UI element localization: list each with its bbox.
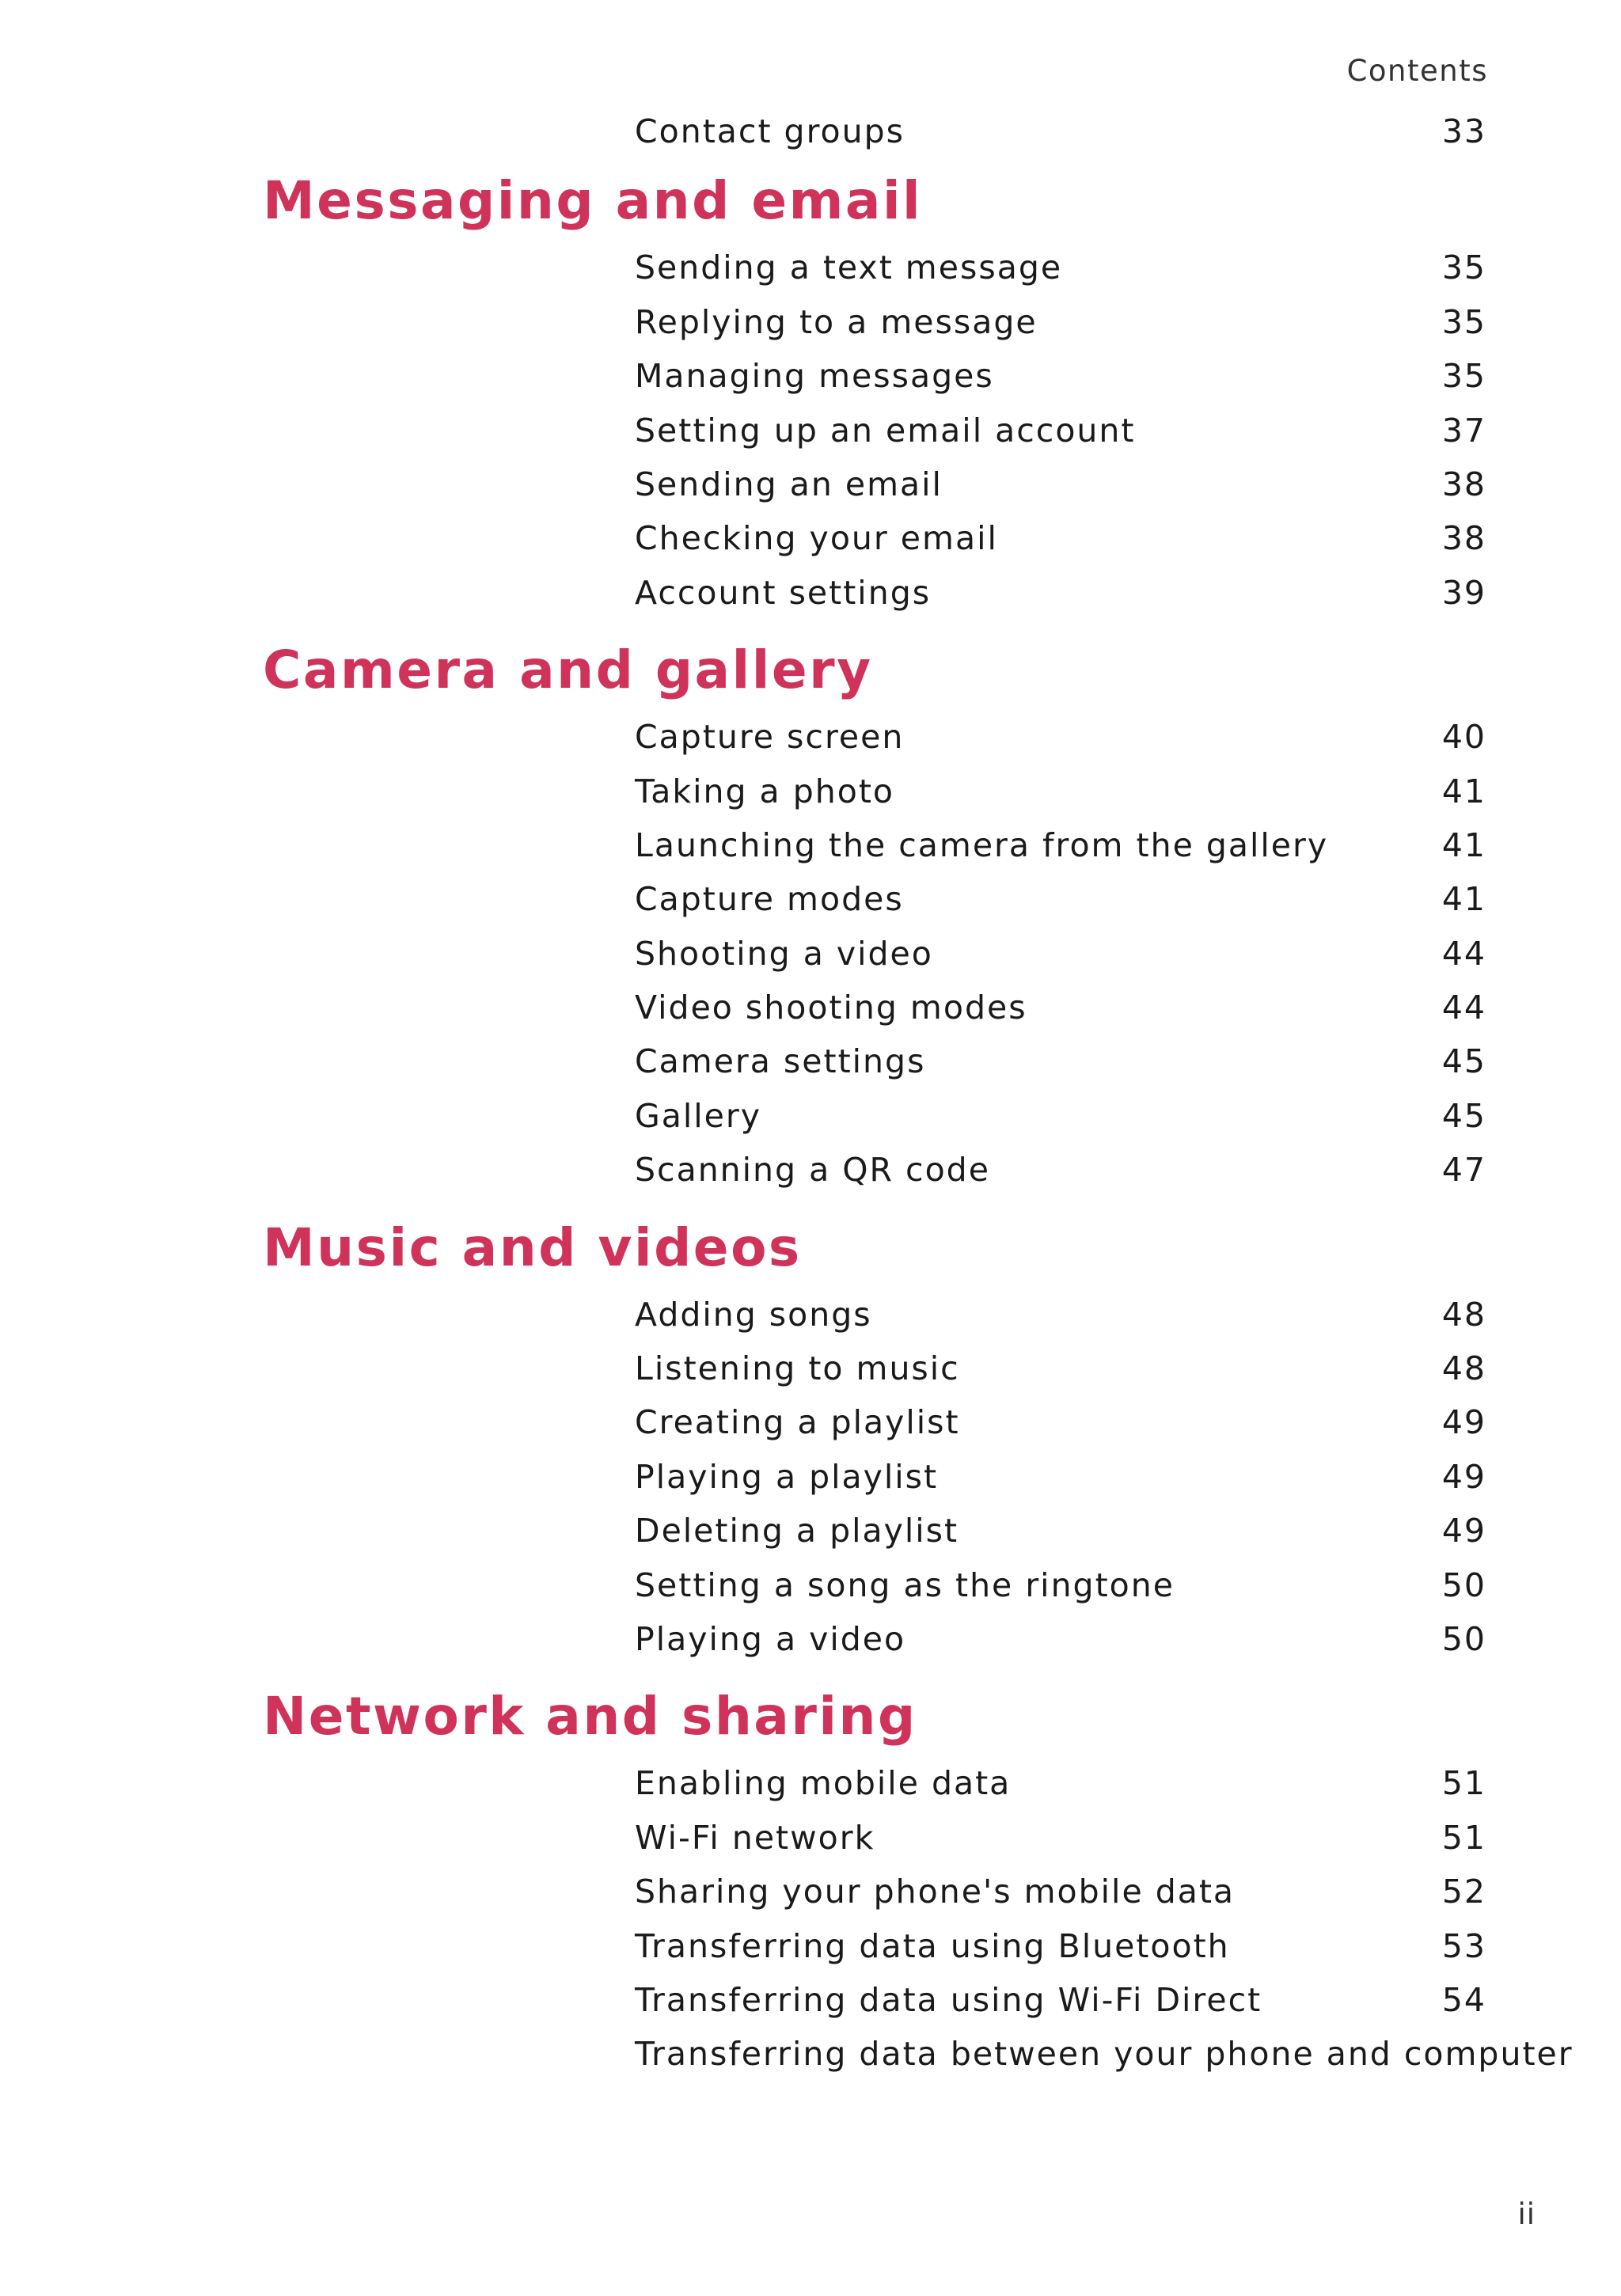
toc-entry[interactable] [0,1398,1621,1452]
toc-section [0,631,1621,1201]
toc-entry-title: Contact groups [635,112,905,150]
toc-entry[interactable] [0,1562,1621,1615]
toc-entry-title: Capture modes [635,880,904,919]
section-heading[interactable]: Messaging and email [263,170,923,232]
section-heading[interactable]: Music and videos [263,1216,802,1278]
toc-entry[interactable] [0,2030,1621,2084]
toc-entry[interactable] [0,569,1621,623]
toc-entry[interactable] [0,984,1621,1038]
toc-entry-page-number: 35 [1441,357,1486,396]
toc-entry[interactable] [0,1507,1621,1561]
toc-entry-page-number: 38 [1441,519,1486,558]
toc-entry[interactable] [0,1092,1621,1146]
toc-entry-page-number: 33 [1441,112,1486,150]
toc-entry-page-number: 41 [1441,880,1486,919]
toc-entry[interactable] [0,1759,1621,1813]
toc-entry-title: Shooting a video [635,934,933,973]
toc-entry-title: Enabling mobile data [635,1764,1012,1803]
toc-entry[interactable] [0,1922,1621,1976]
section-heading[interactable]: Camera and gallery [263,639,873,701]
toc-entry[interactable] [0,1814,1621,1868]
toc-entry-page-number: 50 [1441,1619,1486,1658]
toc-entry-page-number: 44 [1441,989,1486,1027]
toc-entry-title: Account settings [635,573,932,612]
toc-entry-title: Transferring data using Bluetooth [635,1926,1230,1965]
toc-entry-title: Transferring data between your phone and computer [635,2035,1574,2074]
toc-entry[interactable] [0,1976,1621,2030]
toc-entry-title: Playing a video [635,1619,906,1658]
toc-entry-page-number: 49 [1441,1403,1486,1442]
toc-section [0,161,1621,623]
toc-entry-title: Video shooting modes [635,989,1027,1027]
toc-entry[interactable] [0,1345,1621,1398]
toc-entry-title: Capture screen [635,718,905,757]
toc-entry-page-number: 45 [1441,1042,1486,1081]
toc-section [0,1209,1621,1670]
toc-entry-title: Sharing your phone's mobile data [635,1873,1236,1911]
leading-entries [0,108,1621,161]
toc-entry-page-number: 35 [1441,302,1486,341]
toc-entry-page-number: 47 [1441,1151,1486,1190]
toc-entry-title: Wi-Fi network [635,1818,875,1857]
toc-entry[interactable] [0,713,1621,767]
toc-entry[interactable] [0,1146,1621,1200]
toc-entry[interactable] [0,1615,1621,1669]
toc-entry[interactable] [0,930,1621,984]
toc-entry-page-number: 44 [1441,934,1486,973]
toc-entry-title: Camera settings [635,1042,926,1081]
toc-entry-title: Setting a song as the ringtone [635,1565,1175,1604]
toc-entry-title: Replying to a message [635,302,1038,341]
toc-entry-title: Launching the camera from the gallery [635,825,1329,864]
running-header: Contents [1346,54,1488,88]
toc-entry[interactable] [0,822,1621,875]
toc-entry-title: Sending a text message [635,249,1063,287]
toc-entry-title: Checking your email [635,519,998,558]
toc-entry-page-number: 39 [1441,573,1486,612]
toc-section [0,1677,1621,2084]
toc-entry[interactable] [0,875,1621,929]
section-heading[interactable]: Network and sharing [263,1686,917,1748]
toc-entry-title: Transferring data using Wi-Fi Direct [635,1980,1262,2019]
toc-entry-title: Adding songs [635,1295,872,1334]
toc-entry-page-number: 48 [1441,1349,1486,1388]
toc-entry[interactable] [0,352,1621,406]
toc-entry-page-number: 51 [1441,1818,1486,1857]
toc-entry-page-number: 50 [1441,1565,1486,1604]
toc-entry[interactable] [0,244,1621,298]
toc-entry-page-number: 41 [1441,825,1486,864]
toc-entry-title: Playing a playlist [635,1457,939,1496]
toc-entry-page-number: 54 [1441,1980,1486,2019]
toc-entry-title: Scanning a QR code [635,1151,990,1190]
toc-entry-page-number: 51 [1441,1764,1486,1803]
toc-entry-title: Creating a playlist [635,1403,960,1442]
toc-entry-page-number: 45 [1441,1096,1486,1135]
toc-entry-title: Deleting a playlist [635,1512,959,1550]
toc-entry-title: Gallery [635,1096,762,1135]
toc-entry[interactable] [0,768,1621,822]
toc-entry-page-number: 38 [1441,465,1486,503]
toc-entry-page-number: 37 [1441,411,1486,450]
toc-entry-page-number: 49 [1441,1457,1486,1496]
section-entries [0,244,1621,623]
toc-entry-page-number: 35 [1441,249,1486,287]
toc-entry-title: Sending an email [635,465,943,503]
toc-entry[interactable] [0,514,1621,568]
toc-entry[interactable] [0,108,1621,161]
table-of-contents [0,108,1621,2093]
toc-entry[interactable] [0,298,1621,352]
toc-entry[interactable] [0,1453,1621,1507]
toc-entry-page-number: 53 [1441,1926,1486,1965]
toc-sections [0,161,1621,2084]
section-entries [0,1759,1621,2084]
section-entries [0,713,1621,1201]
toc-entry-page-number: 49 [1441,1512,1486,1550]
toc-entry[interactable] [0,407,1621,461]
toc-entry-page-number: 52 [1441,1873,1486,1911]
toc-entry[interactable] [0,1291,1621,1345]
toc-entry-page-number: 40 [1441,718,1486,757]
toc-entry-title: Listening to music [635,1349,960,1388]
toc-entry-title: Taking a photo [635,772,894,810]
toc-entry[interactable] [0,1868,1621,1922]
toc-entry[interactable] [0,461,1621,514]
toc-entry-page-number: 41 [1441,772,1486,810]
toc-entry-page-number: 48 [1441,1295,1486,1334]
page-number: ii [1517,2197,1536,2231]
toc-entry-title: Managing messages [635,357,994,396]
toc-entry-title: Setting up an email account [635,411,1136,450]
section-entries [0,1291,1621,1670]
toc-entry[interactable] [0,1038,1621,1091]
